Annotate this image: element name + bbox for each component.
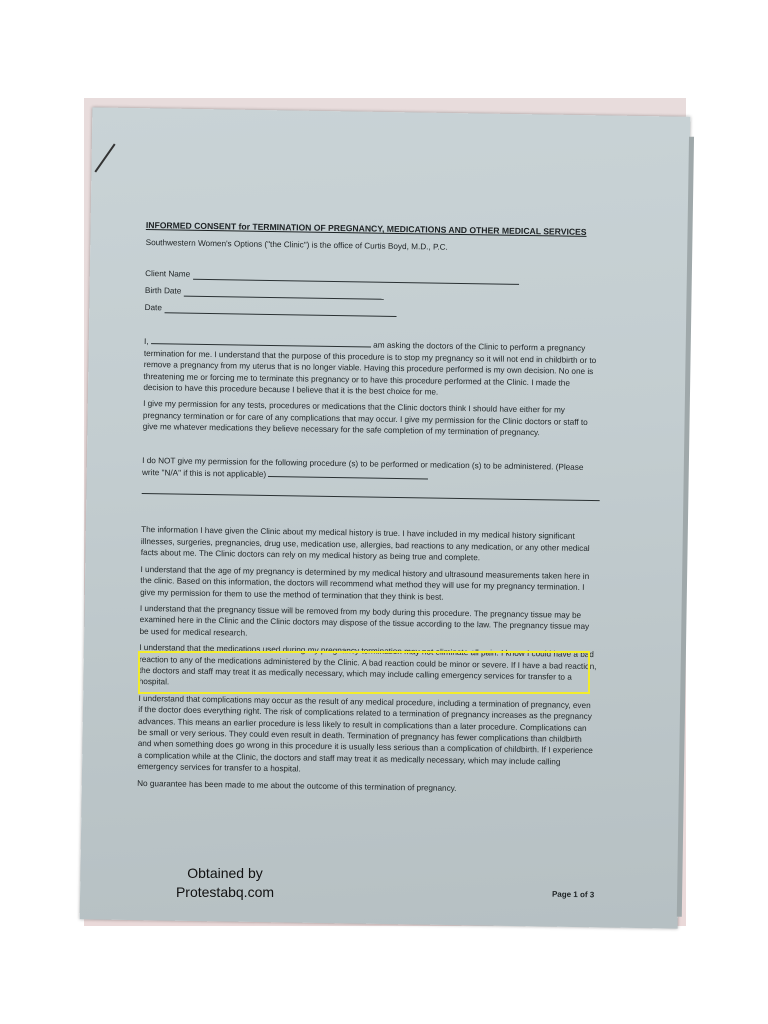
not-permission-blank[interactable] [268, 468, 428, 480]
request-paragraph [143, 335, 602, 400]
watermark-line-2: Protestabq.com [175, 884, 275, 900]
watermark [140, 864, 310, 902]
highlight-box [138, 651, 590, 694]
consent-form [137, 220, 604, 801]
tissue-paragraph: I understand that the pregnancy tissue will be removed from my body during this procedure. The pregnancy tissue may be examined here in the Clinic and the Clinic doctors may dispose of the tissue according to the law. The pregnancy tissue may be used for medical research. [139, 603, 590, 638]
permission-paragraph: I give my permission for any tests, procedures or medications that the Clinic doctors think I should have either for my pregnancy termination or for care of any complications that may occur. I give my permission for the Clinic doctors or staff to give me whatever medications they believe necessary for the safe completion of my termination of pregnancy. [142, 399, 588, 438]
guarantee-paragraph: No guarantee has been made to me about the outcome of this termination of pregnancy. [137, 778, 457, 793]
client-fields [145, 262, 604, 320]
form-title: INFORMED CONSENT for TERMINATION OF PREGNANCY, MEDICATIONS AND OTHER MEDICAL SERVICES [145, 220, 587, 237]
history-paragraph: The information I have given the Clinic about my medical history is true. I have included in my medical history significant illnesses, surgeries, pregnancies, drug use, medication use, allergies, bad reactions to any medication, or any other medical facts about me. The Clinic doctors can rely on my medical history as being true and complete. [140, 525, 590, 563]
not-permission-blank-line[interactable] [142, 483, 600, 501]
request-prefix: I, [144, 337, 149, 347]
date-label: Date [144, 302, 162, 313]
watermark-line-1: Obtained by [187, 865, 263, 881]
pain-paragraph: I understand that the medications used during my pregnancy termination may not eliminate all pain. I know I could have a bad reaction to any of the medications administered by the Clinic. A bad reaction could be minor or severe. If I have a bad reaction, the doctors and staff may treat it as medically necessary, which may include calling emergency services for transfer to a hospital. [138, 643, 597, 687]
age-paragraph: I understand that the age of my pregnancy is determined by my medical history and ultrasound measurements taken here in the clinic. Based on this information, the doctors will recommend what method they will use for my pregnancy termination. I give my permission for them to use the method of termination that they think is best. [140, 564, 590, 602]
patient-name-blank[interactable] [151, 335, 371, 347]
birth-date-label: Birth Date [144, 285, 182, 296]
complications-paragraph: I understand that complications may occur as the result of any medical procedure, including a termination of pregnancy, even if the doctor does everything right. The risk of complications related to a termination of pregnancy increases as the pregnancy advances. This means an earlier procedure is less likely to result in complications than a later procedure. Complications can be small or very serious. They could even result in death. Termination of pregnancy has fewer complications than childbirth and when something does go wrong in this procedure it is usually less serious than a complication of childbirth. If I experience a complication while at the Clinic, the doctors and staff may treat it as medically necessary, which may include calling emergency services for transfer to a hospital. [137, 693, 593, 774]
clinic-intro: Southwestern Women's Options ("the Clinic") is the office of Curtis Boyd, M.D., P.C. [145, 237, 448, 252]
client-name-label: Client Name [145, 268, 191, 279]
not-permission-text: I do NOT give my permission for the following procedure (s) to be performed or medication (s) to be administered. (Please write "N/A" if this is not applicable) [141, 455, 584, 479]
date-line[interactable] [165, 305, 397, 318]
page-number: Page 1 of 3 [551, 889, 595, 900]
request-text: am asking the doctors of the Clinic to perform a pregnancy termination for me. I understand that the purpose of this procedure is to stop my pregnancy so it will not end in childbirth or to remove a pregnancy from my uterus that is no longer viable. Having this procedure performed is my own decision. No one is threatening me or forcing me to terminate this pregnancy or to have this procedure performed at the Clinic. I made the decision to have this procedure because I believe that it is the best choice for me. [143, 340, 597, 397]
not-permission-paragraph [142, 455, 600, 486]
